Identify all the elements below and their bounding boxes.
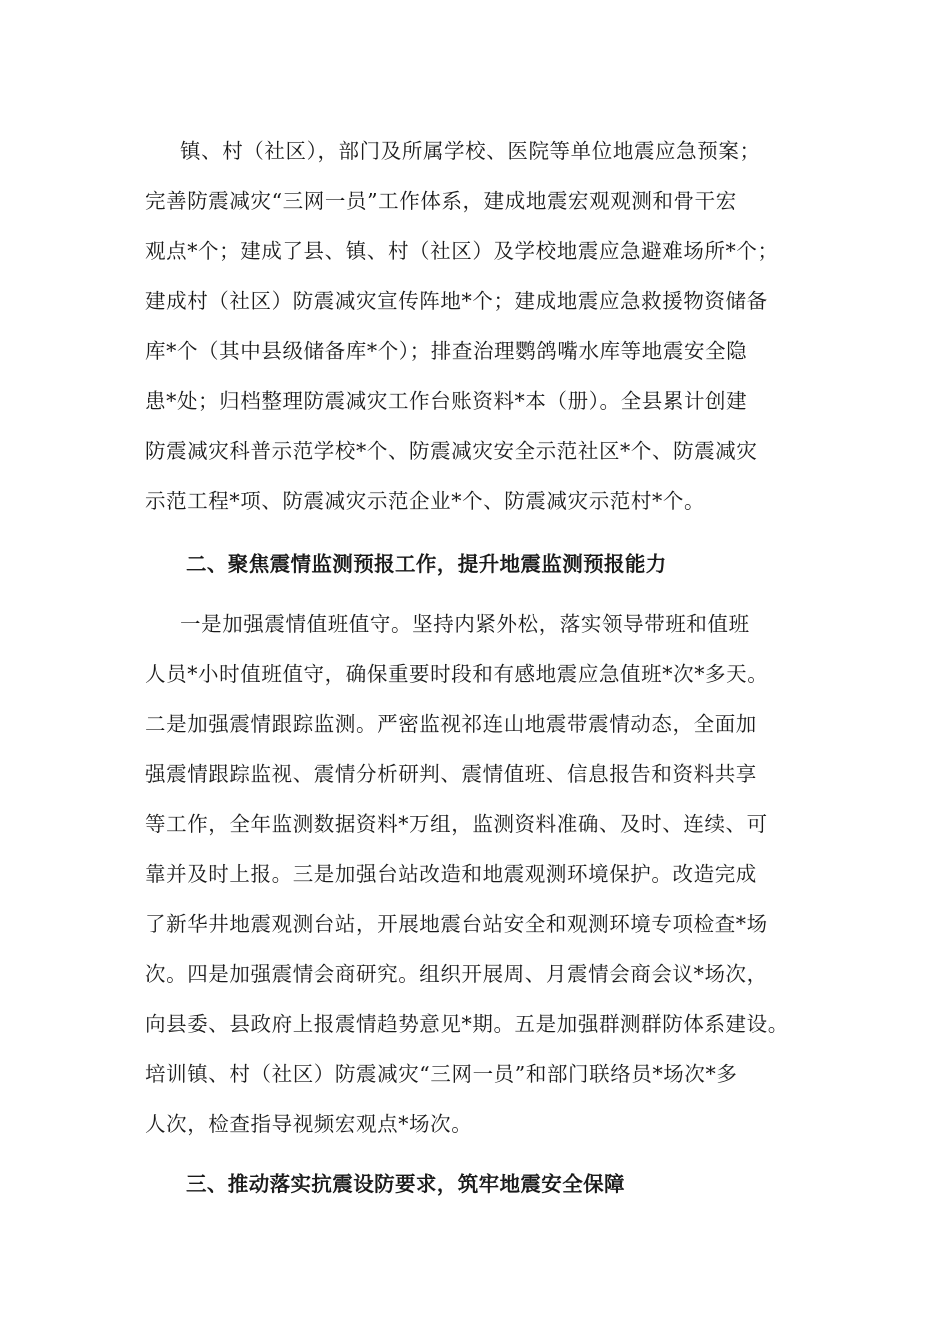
paragraph-1-line-5: 库*个（其中县级储备库*个）；排查治理鹦鸽嘴水库等地震安全隐: [145, 339, 748, 363]
paragraph-2-line-8: 次。四是加强震情会商研究。组织开展周、月震情会商会议*场次，: [145, 962, 768, 986]
paragraph-2-line-9: 向县委、县政府上报震情趋势意见*期。五是加强群测群防体系建设。: [145, 1012, 789, 1036]
paragraph-2-line-10: 培训镇、村（社区）防震减灾“三网一员”和部门联络员*场次*多: [145, 1062, 738, 1086]
paragraph-1-line-8: 示范工程*项、防震减灾示范企业*个、防震减灾示范村*个。: [145, 489, 706, 513]
paragraph-1-line-7: 防震减灾科普示范学校*个、防震减灾安全示范社区*个、防震减灾: [145, 439, 758, 463]
paragraph-2-line-6: 靠并及时上报。三是加强台站改造和地震观测环境保护。改造完成: [145, 862, 757, 886]
paragraph-2-line-11: 人次，检查指导视频宏观点*场次。: [145, 1112, 473, 1136]
paragraph-1-line-6: 患*处；归档整理防震减灾工作台账资料*本（册）。全县累计创建: [145, 389, 748, 413]
paragraph-2-line-1: 一是加强震情值班值守。坚持内紧外松，落实领导带班和值班: [180, 612, 750, 636]
paragraph-2-line-5: 等工作，全年监测数据资料*万组，监测资料准确、及时、连续、可: [145, 812, 768, 836]
section-2-heading: 二、聚焦震情监测预报工作，提升地震监测预报能力: [186, 552, 667, 576]
paragraph-1-line-4: 建成村（社区）防震减灾宣传阵地*个；建成地震应急救援物资储备: [145, 289, 768, 313]
paragraph-1-line-1: 镇、村（社区），部门及所属学校、医院等单位地震应急预案；: [180, 139, 761, 163]
paragraph-2-line-4: 强震情跟踪监视、震情分析研判、震情值班、信息报告和资料共享: [145, 762, 757, 786]
paragraph-1-line-2: 完善防震减灾“三网一员”工作体系，建成地震宏观观测和骨干宏: [145, 189, 737, 213]
paragraph-2-line-7: 了新华井地震观测台站，开展地震台站安全和观测环境专项检查*场: [145, 912, 768, 936]
section-3-heading: 三、推动落实抗震设防要求，筑牢地震安全保障: [186, 1172, 625, 1196]
paragraph-1-line-3: 观点*个；建成了县、镇、村（社区）及学校地震应急避难场所*个；: [145, 239, 779, 263]
paragraph-2-line-2: 人员*小时值班值守，确保重要时段和有感地震应急值班*次*多天。: [145, 662, 769, 686]
paragraph-2-line-3: 二是加强震情跟踪监测。严密监视祁连山地震带震情动态，全面加: [145, 712, 757, 736]
